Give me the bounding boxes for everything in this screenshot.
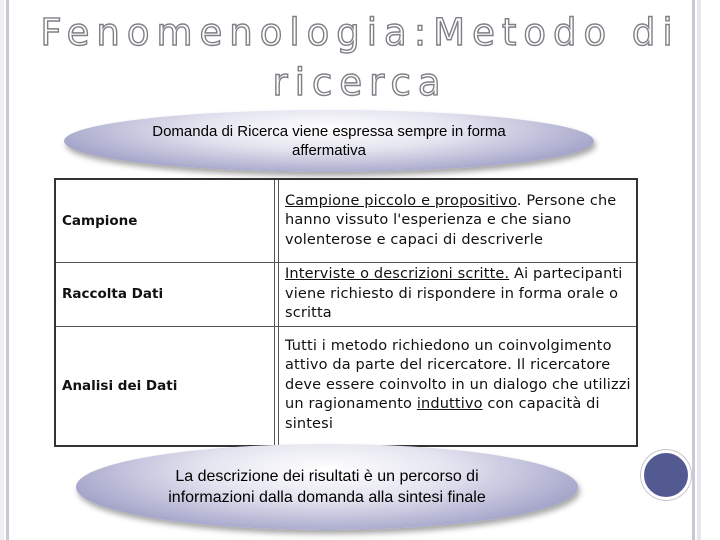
row-label: Raccolta Dati bbox=[55, 263, 275, 327]
left-border-line bbox=[6, 0, 9, 540]
right-border-line bbox=[692, 0, 695, 540]
row-description bbox=[279, 326, 638, 446]
left-border-decoration bbox=[0, 0, 4, 540]
decorative-circle bbox=[641, 450, 691, 500]
description-text: Tutti i metodo richiedono un coinvolgimento attivo da parte del ricercatore. Il ricercatore deve essere coinvolto in un dialogo che utilizzi un ragionamento bbox=[285, 337, 631, 413]
description-text: con capacità di sintesi bbox=[285, 396, 600, 432]
slide-title-line1: Fenomenologia:Metodo di bbox=[40, 11, 680, 54]
results-description-oval bbox=[76, 444, 578, 530]
row-description bbox=[279, 263, 638, 327]
research-question-text: Domanda di Ricerca viene espressa sempre in forma affermativa bbox=[152, 123, 506, 159]
row-label: Campione bbox=[55, 179, 275, 263]
underlined-phrase: Interviste o descrizioni scritte. bbox=[285, 266, 510, 282]
method-table bbox=[54, 178, 638, 447]
table-row bbox=[55, 179, 637, 263]
underlined-phrase: Campione piccolo e propositivo bbox=[285, 192, 517, 209]
underlined-phrase: induttivo bbox=[416, 396, 483, 413]
right-border-decoration bbox=[697, 0, 701, 540]
results-description-text: La descrizione dei risultati è un percorso di informazioni dalla domanda alla sintesi finale bbox=[168, 468, 486, 506]
row-label: Analisi dei Dati bbox=[55, 326, 275, 446]
table-row bbox=[55, 263, 637, 327]
research-question-oval bbox=[64, 110, 594, 172]
description-text: . Persone che hanno vissuto l'esperienza e che siano volenterose e capaci di descriverle bbox=[285, 192, 617, 248]
row-description bbox=[279, 179, 638, 263]
slide-title-line2: ricerca bbox=[272, 61, 448, 104]
description-text: Ai partecipanti viene richiesto di rispondere in forma orale o scritta bbox=[285, 266, 623, 321]
slide-title bbox=[40, 8, 680, 108]
table-row bbox=[55, 326, 637, 446]
